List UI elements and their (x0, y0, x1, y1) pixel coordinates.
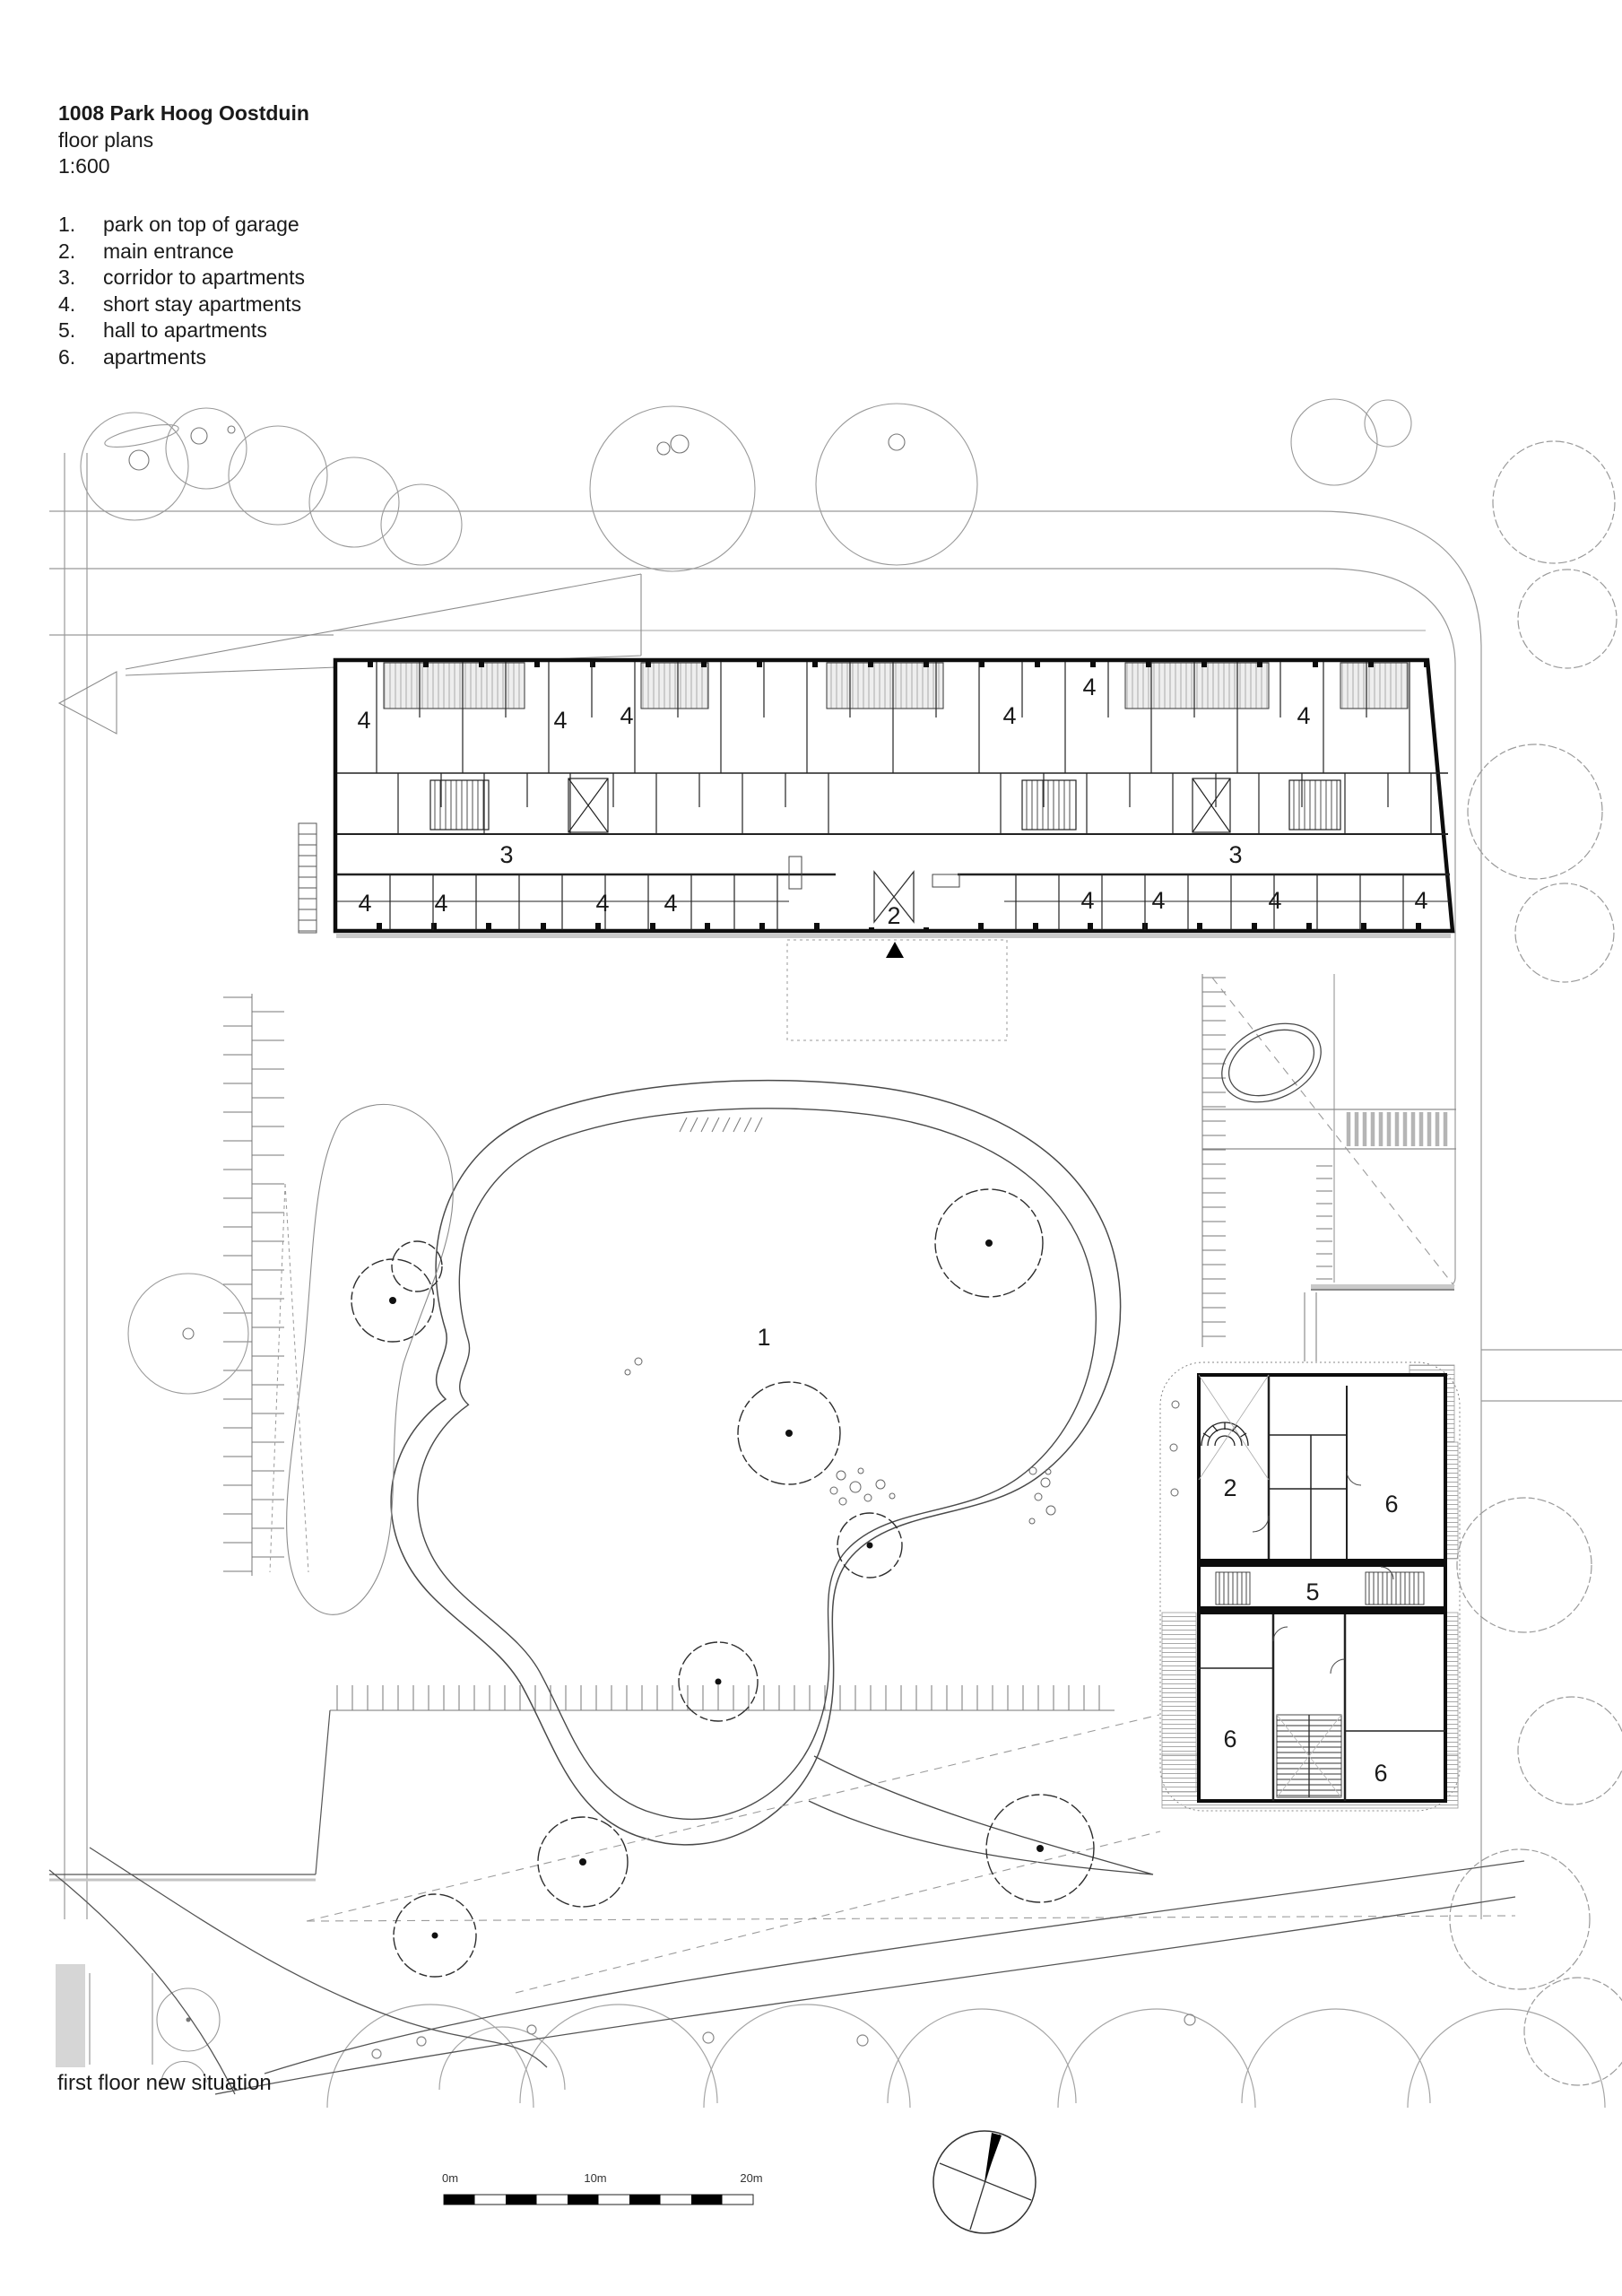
label-unit-4: 4 (1082, 674, 1097, 700)
oval-planter (1210, 1008, 1334, 1118)
label-apartment-6: 6 (1384, 1491, 1399, 1518)
label-unit-4: 4 (1002, 702, 1017, 729)
label-unit-4: 4 (553, 707, 568, 734)
drawing-caption: first floor new situation (57, 2071, 272, 2095)
label-pavilion-entrance-2: 2 (1223, 1474, 1237, 1501)
legend-item: 2. main entrance (58, 239, 234, 263)
garage-deck-edge (49, 1710, 330, 2067)
park-left-lobe (287, 1104, 454, 1614)
label-unit-4: 4 (595, 890, 610, 917)
sheet-subtitle: floor plans (58, 127, 154, 152)
label-unit-4: 4 (358, 890, 372, 917)
label-apartment-6: 6 (1374, 1760, 1388, 1787)
label-unit-4: 4 (1151, 887, 1166, 914)
label-apartment-6: 6 (1223, 1726, 1237, 1752)
parking-east (1202, 974, 1334, 1347)
label-unit-4: 4 (620, 702, 634, 729)
label-unit-4: 4 (664, 890, 678, 917)
pedestrian-crossing (1349, 1112, 1445, 1146)
label-entrance-2: 2 (887, 902, 901, 929)
label-hall-5: 5 (1305, 1578, 1320, 1605)
planting-ticks (680, 1118, 762, 1132)
pavilion-building (1160, 1292, 1460, 1811)
parking-south-comb (330, 1685, 1115, 1710)
label-unit-4: 4 (357, 707, 371, 734)
drawing-scale: 1:600 (58, 154, 110, 178)
legend-item: 4. short stay apartments (58, 291, 302, 316)
label-unit-4: 4 (1268, 887, 1282, 914)
facade-sill (336, 933, 1451, 938)
label-corridor-3: 3 (499, 841, 514, 868)
legend-item: 1. park on top of garage (58, 213, 299, 236)
trees-bottom-row (327, 2005, 1605, 2108)
legend-item: 3. corridor to apartments (58, 265, 305, 289)
scale-mid: 10m (584, 2171, 607, 2185)
label-park: 1 (757, 1324, 771, 1351)
label-unit-4: 4 (1080, 887, 1095, 914)
retaining-edge (1311, 1284, 1454, 1291)
north-pointer-icon (984, 2133, 1002, 2182)
planting-spike (270, 1184, 308, 1572)
park-path-outline (391, 1081, 1120, 1845)
scale-end: 20m (740, 2171, 763, 2185)
legend-item: 6. apartments (58, 344, 207, 369)
tree-trunk-dots (389, 1239, 1044, 1939)
entrance-marker (886, 942, 904, 958)
north-arrow (933, 2131, 1036, 2233)
pavilion-connector (1305, 1292, 1316, 1361)
bike-rack (299, 823, 317, 933)
pavilion-pebbles (1170, 1401, 1179, 1496)
trees-park (351, 1189, 1094, 1977)
park-path-tail (809, 1756, 1153, 1874)
legend-item: 5. hall to apartments (58, 318, 267, 342)
label-unit-4: 4 (1414, 887, 1428, 914)
slab-building (335, 659, 1453, 1040)
trees-light (81, 399, 1411, 2085)
scale-start: 0m (442, 2171, 459, 2185)
label-unit-4: 4 (434, 890, 448, 917)
label-corridor-3: 3 (1228, 841, 1243, 868)
parking-west (223, 994, 284, 1576)
gray-structure (56, 1964, 85, 2067)
project-title: 1008 Park Hoog Oostduin (58, 101, 309, 125)
paths-bottom (49, 1848, 1524, 2094)
scale-bar (442, 2171, 763, 2205)
trees-cloud-east (1450, 441, 1622, 2085)
label-unit-4: 4 (1297, 702, 1311, 729)
